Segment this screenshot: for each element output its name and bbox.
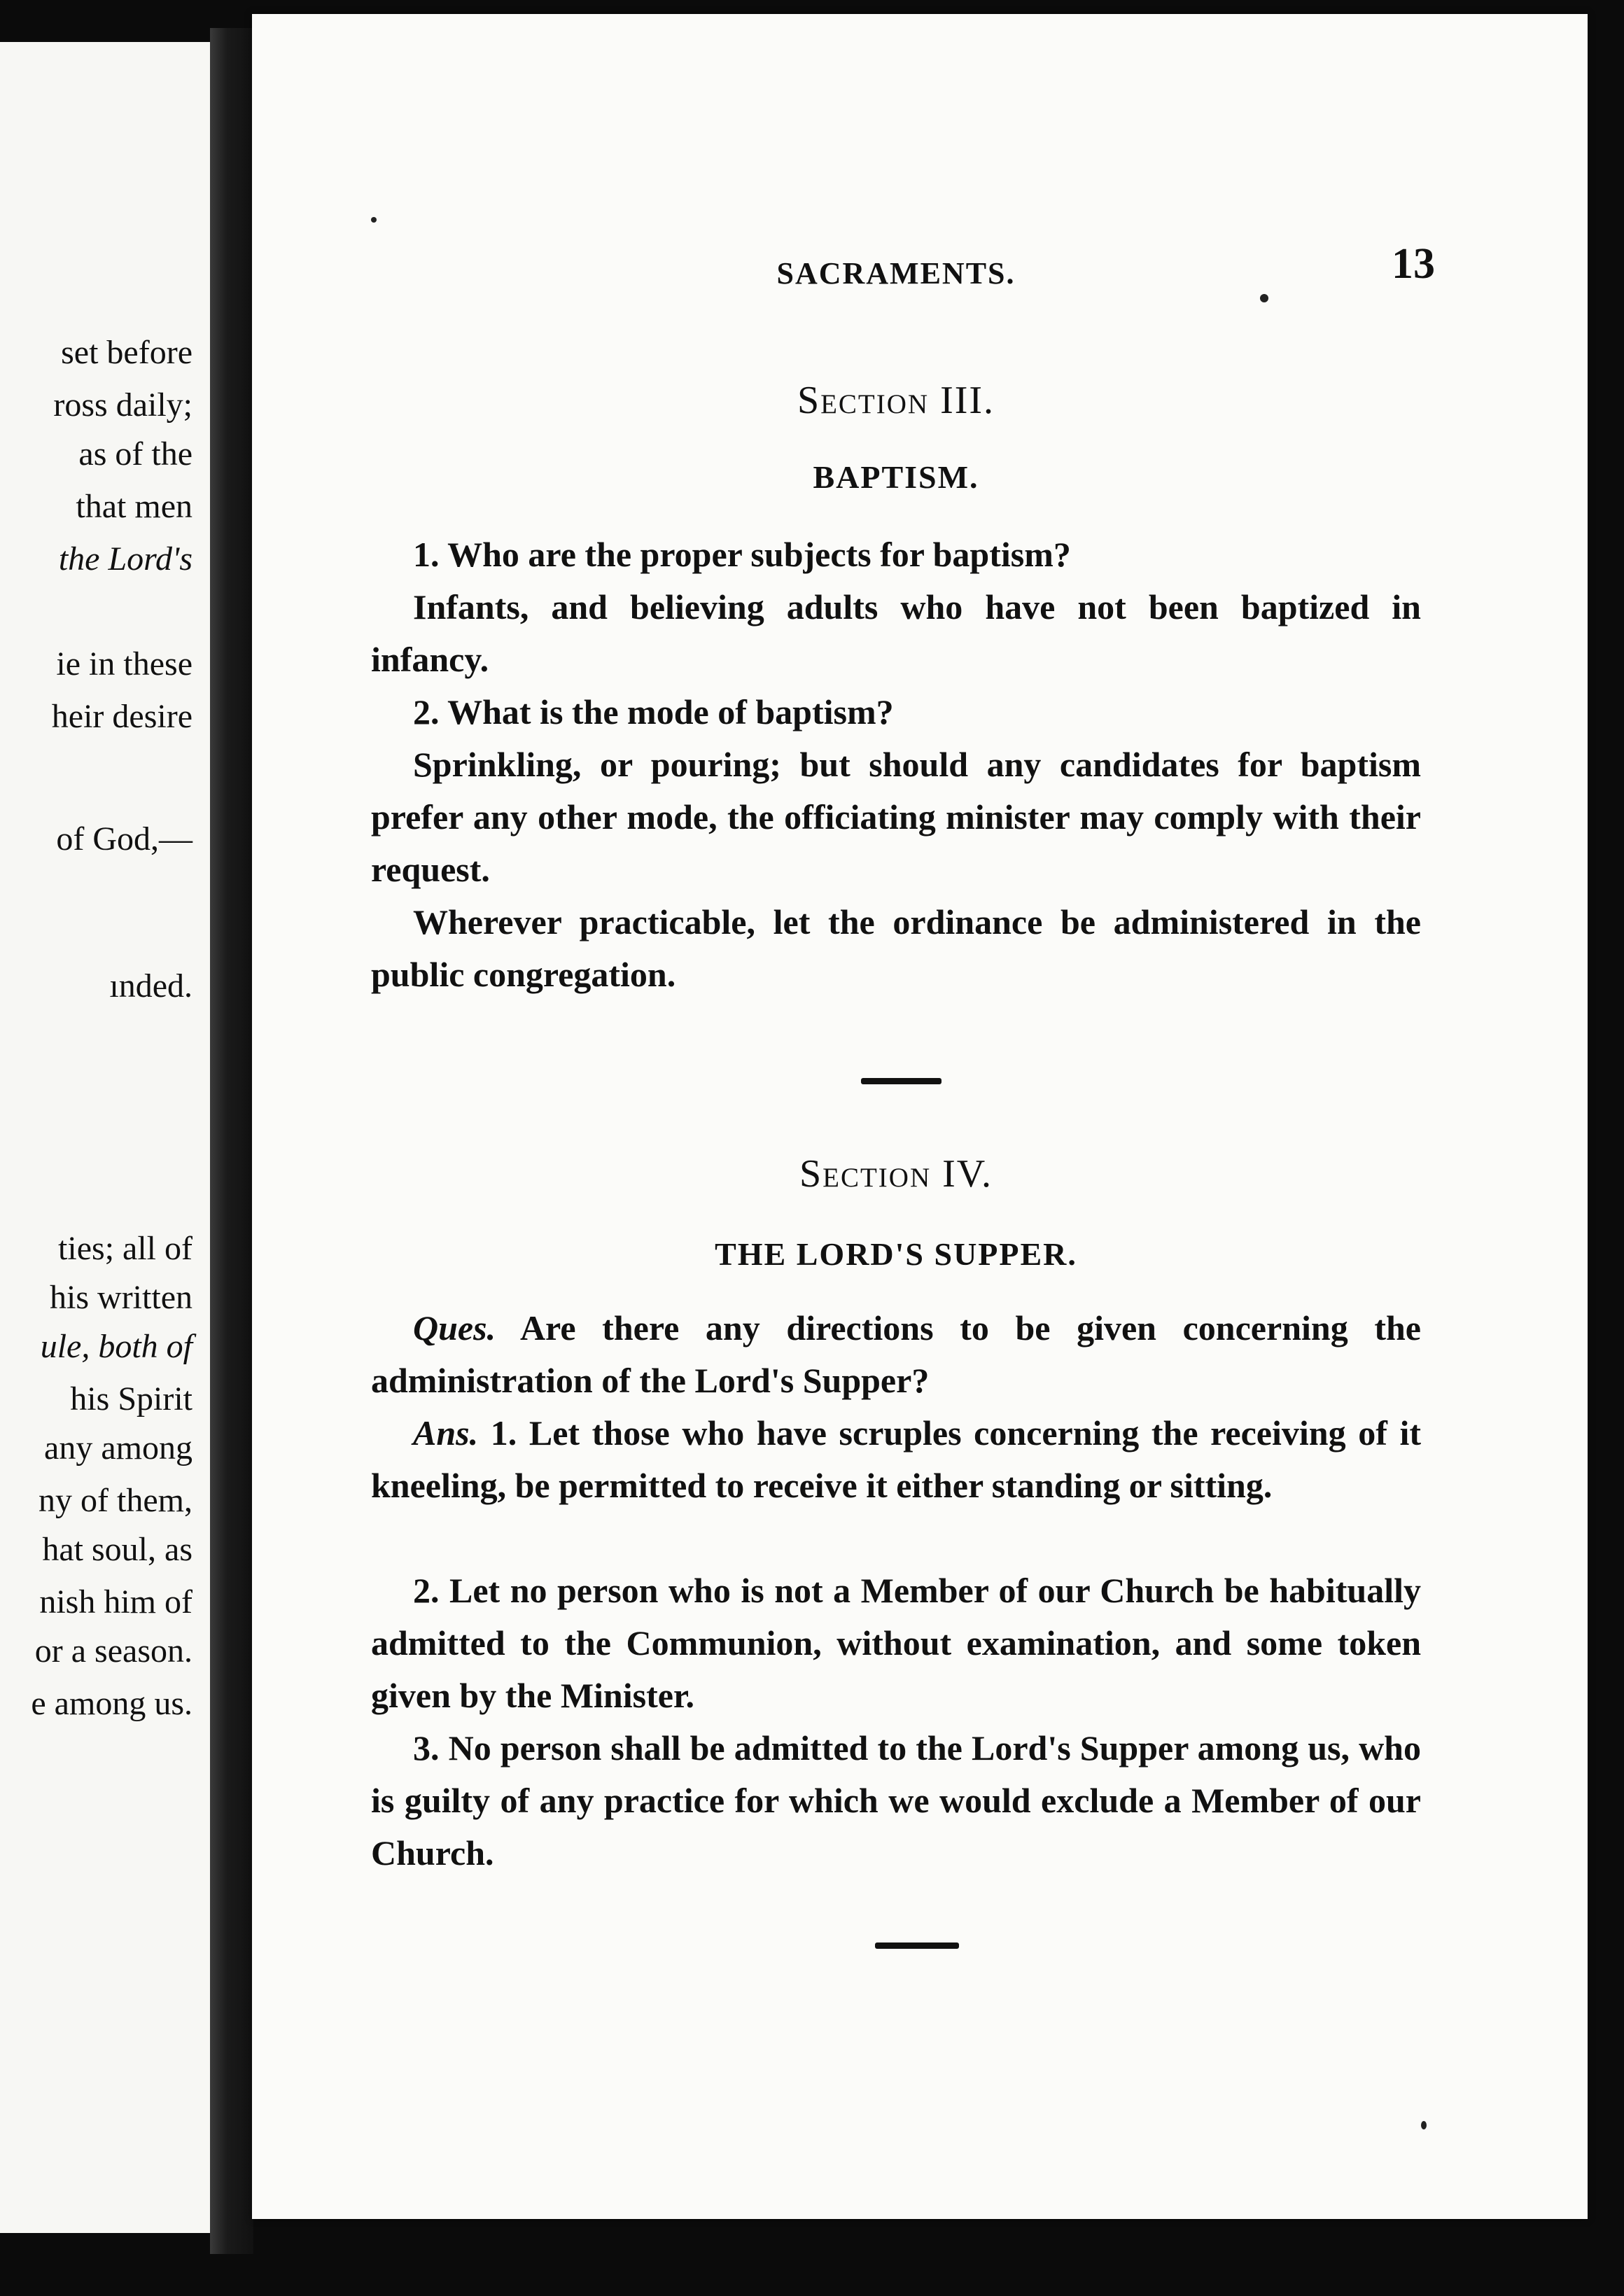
left-page-line: his written (50, 1279, 192, 1316)
baptism-question-1: 1. Who are the proper subjects for baptism? (413, 535, 1071, 574)
main-page (252, 14, 1588, 2219)
left-page-line: ule, both of (40, 1328, 192, 1365)
left-page-line: the Lord's (58, 540, 192, 578)
question-text: Are there any directions to be given concerning the administration of the Lord's Supper? (371, 1308, 1421, 1400)
left-page-line: ties; all of (58, 1230, 192, 1267)
question-label: Ques. (413, 1308, 496, 1348)
left-page-line: ie in these (56, 645, 192, 682)
section-3-title: BAPTISM. (813, 459, 979, 495)
answer-label: Ans. (413, 1413, 479, 1452)
section-4-title: THE LORD'S SUPPER. (715, 1236, 1077, 1272)
answer-1-text: 1. Let those who have scruples concerning the receiving of it kneeling, be permitted to receive it either standing or sitting. (371, 1413, 1422, 1505)
left-page-line: ınded. (109, 967, 192, 1004)
section-4-heading: Section IV. (799, 1152, 993, 1196)
left-page-line: heir desire (51, 698, 192, 735)
left-page-line: as of the (78, 435, 192, 472)
left-page-line: ross daily; (53, 386, 192, 424)
left-page-line: hat soul, as (42, 1531, 192, 1568)
supper-question (371, 1302, 1421, 1407)
left-facing-page (0, 42, 241, 2233)
left-page-line: e among us. (31, 1685, 192, 1722)
page-number: 13 (1392, 240, 1435, 288)
supper-answer-2: 2. Let no person who is not a Member of our Church be habitually admitted to the Communion, without examination, and some token given by the Minister. (371, 1571, 1421, 1715)
section-divider (861, 1078, 941, 1084)
supper-answer-3: 3. No person shall be admitted to the Lord's Supper among us, who is guilty of any practice for which we would exclude a Member of our Church. (371, 1728, 1421, 1872)
baptism-question-2: 2. What is the mode of baptism? (413, 692, 894, 732)
left-page-line: of God,— (56, 820, 192, 858)
left-page-line: his Spirit (70, 1380, 192, 1418)
baptism-answer-1: Infants, and believing adults who have not been baptized in infancy. (371, 587, 1421, 679)
book-gutter (210, 28, 253, 2254)
section-3-heading: Section III. (797, 379, 995, 422)
left-page-line: set before (61, 334, 192, 371)
left-page-line: or a season. (34, 1632, 192, 1670)
left-page-line: that men (76, 488, 192, 525)
baptism-answer-2: Sprinkling, or pouring; but should any candidates for baptism prefer any other mode, the officiating minister may comply with their request. (371, 745, 1421, 889)
left-page-line: ny of them, (38, 1482, 192, 1519)
left-page-line: nish him of (39, 1583, 192, 1620)
end-divider (875, 1942, 959, 1949)
running-head: SACRAMENTS. (776, 256, 1016, 290)
left-page-line: any among (44, 1429, 192, 1466)
baptism-note: Wherever practicable, let the ordinance be administered in the public congregation. (371, 902, 1421, 994)
supper-answer-1 (371, 1407, 1421, 1512)
